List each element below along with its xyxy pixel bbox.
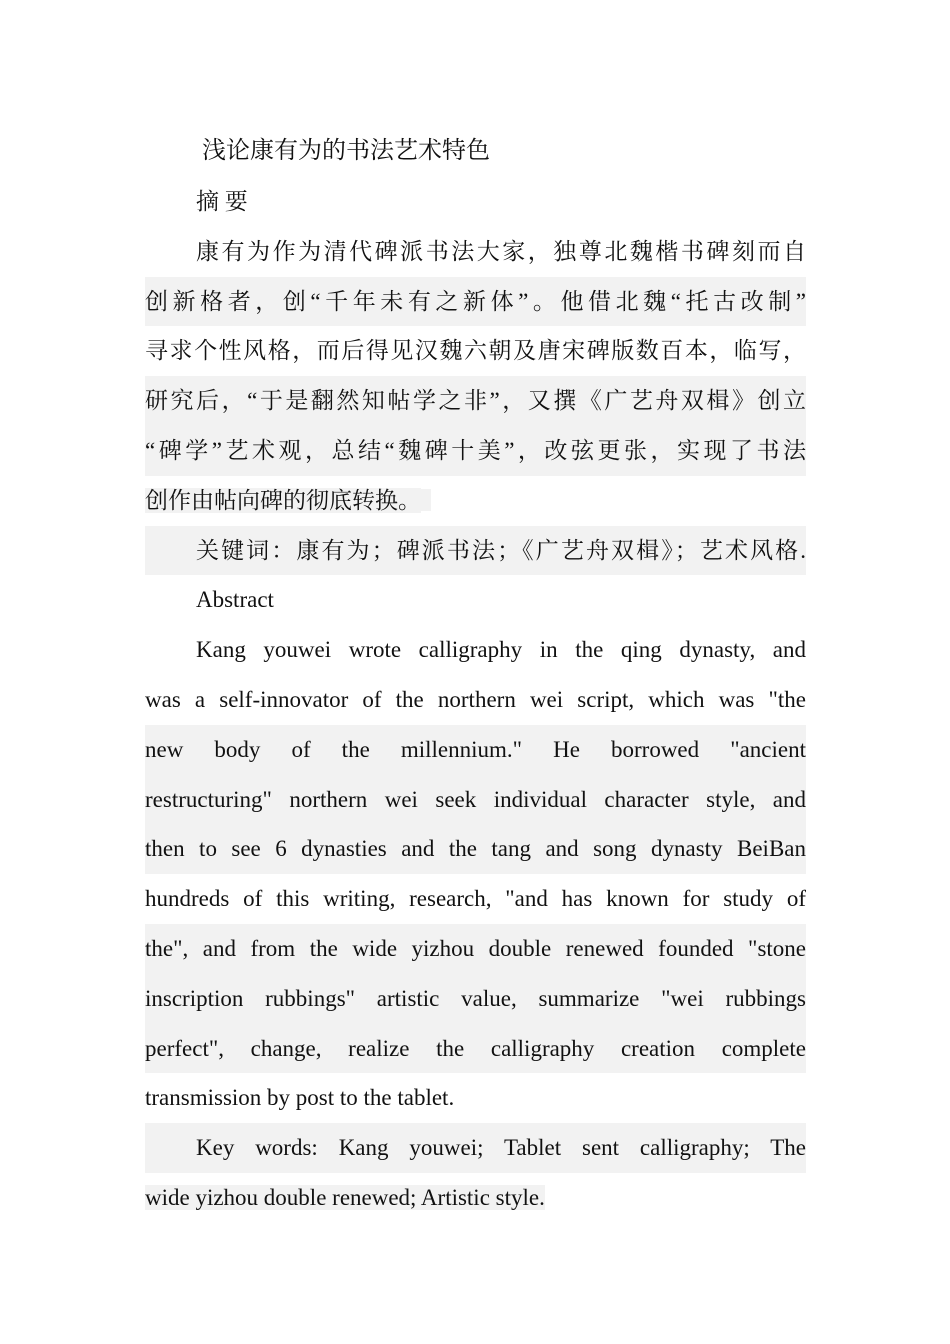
keywords-en-paragraph xyxy=(145,1123,806,1223)
abstract-en-paragraph xyxy=(145,625,806,1123)
keywords-cn: 关键词：康有为；碑派书法；《广艺舟双楫》；艺术风格. xyxy=(145,526,806,576)
abstract-en-line: Kang youwei wrote calligraphy in the qing dynasty, and xyxy=(196,637,806,663)
abstract-en-line: transmission by post to the tablet. xyxy=(145,1085,455,1111)
abstract-en-heading: Abstract xyxy=(196,587,274,613)
abstract-cn-line: 寻求个性风格，而后得见汉魏六朝及唐宋碑版数百本，临写， xyxy=(145,338,806,364)
abstract-en-line: inscription rubbings" artistic value, summarize "wei rubbings xyxy=(145,974,806,1024)
abstract-en-line: perfect", change, realize the calligraphy creation complete xyxy=(145,1024,806,1074)
abstract-cn-line: 研究后，“于是翻然知帖学之非”，又撰《广艺舟双楫》创立 xyxy=(145,376,806,426)
abstract-en-line: hundreds of this writing, research, "and has known for study of xyxy=(145,886,806,912)
abstract-en-line: then to see 6 dynasties and the tang and song dynasty BeiBan xyxy=(145,824,806,874)
highlight-marker xyxy=(421,489,431,511)
keywords-en-line-last xyxy=(145,1173,806,1223)
abstract-cn-line: 康有为作为清代碑派书法大家，独尊北魏楷书碑刻而自 xyxy=(196,238,806,264)
abstract-en-line: new body of the millennium." He borrowed "ancient xyxy=(145,725,806,775)
keywords-en-line-text: wide yizhou double renewed; Artistic style. xyxy=(145,1184,545,1210)
abstract-cn-line-last xyxy=(145,476,806,526)
abstract-en-line: the", and from the wide yizhou double renewed founded "stone xyxy=(145,924,806,974)
keywords-en-line: Key words: Kang youwei; Tablet sent calligraphy; The xyxy=(145,1123,806,1173)
abstract-cn-line: “碑学”艺术观，总结“魏碑十美”，改弦更张，实现了书法 xyxy=(145,426,806,476)
abstract-cn-heading: 摘 要 xyxy=(196,189,248,214)
document-title: 浅论康有为的书法艺术特色 xyxy=(202,136,490,164)
abstract-en-line: restructuring" northern wei seek individual character style, and xyxy=(145,775,806,825)
abstract-en-line: was a self-innovator of the northern wei script, which was "the xyxy=(145,686,806,712)
abstract-cn-paragraph xyxy=(145,227,806,526)
document-body xyxy=(145,177,806,1223)
abstract-cn-line-text: 创作由帖向碑的彻底转换。 xyxy=(145,487,421,513)
abstract-cn-line: 创新格者，创“千年未有之新体”。他借北魏“托古改制” xyxy=(145,277,806,327)
